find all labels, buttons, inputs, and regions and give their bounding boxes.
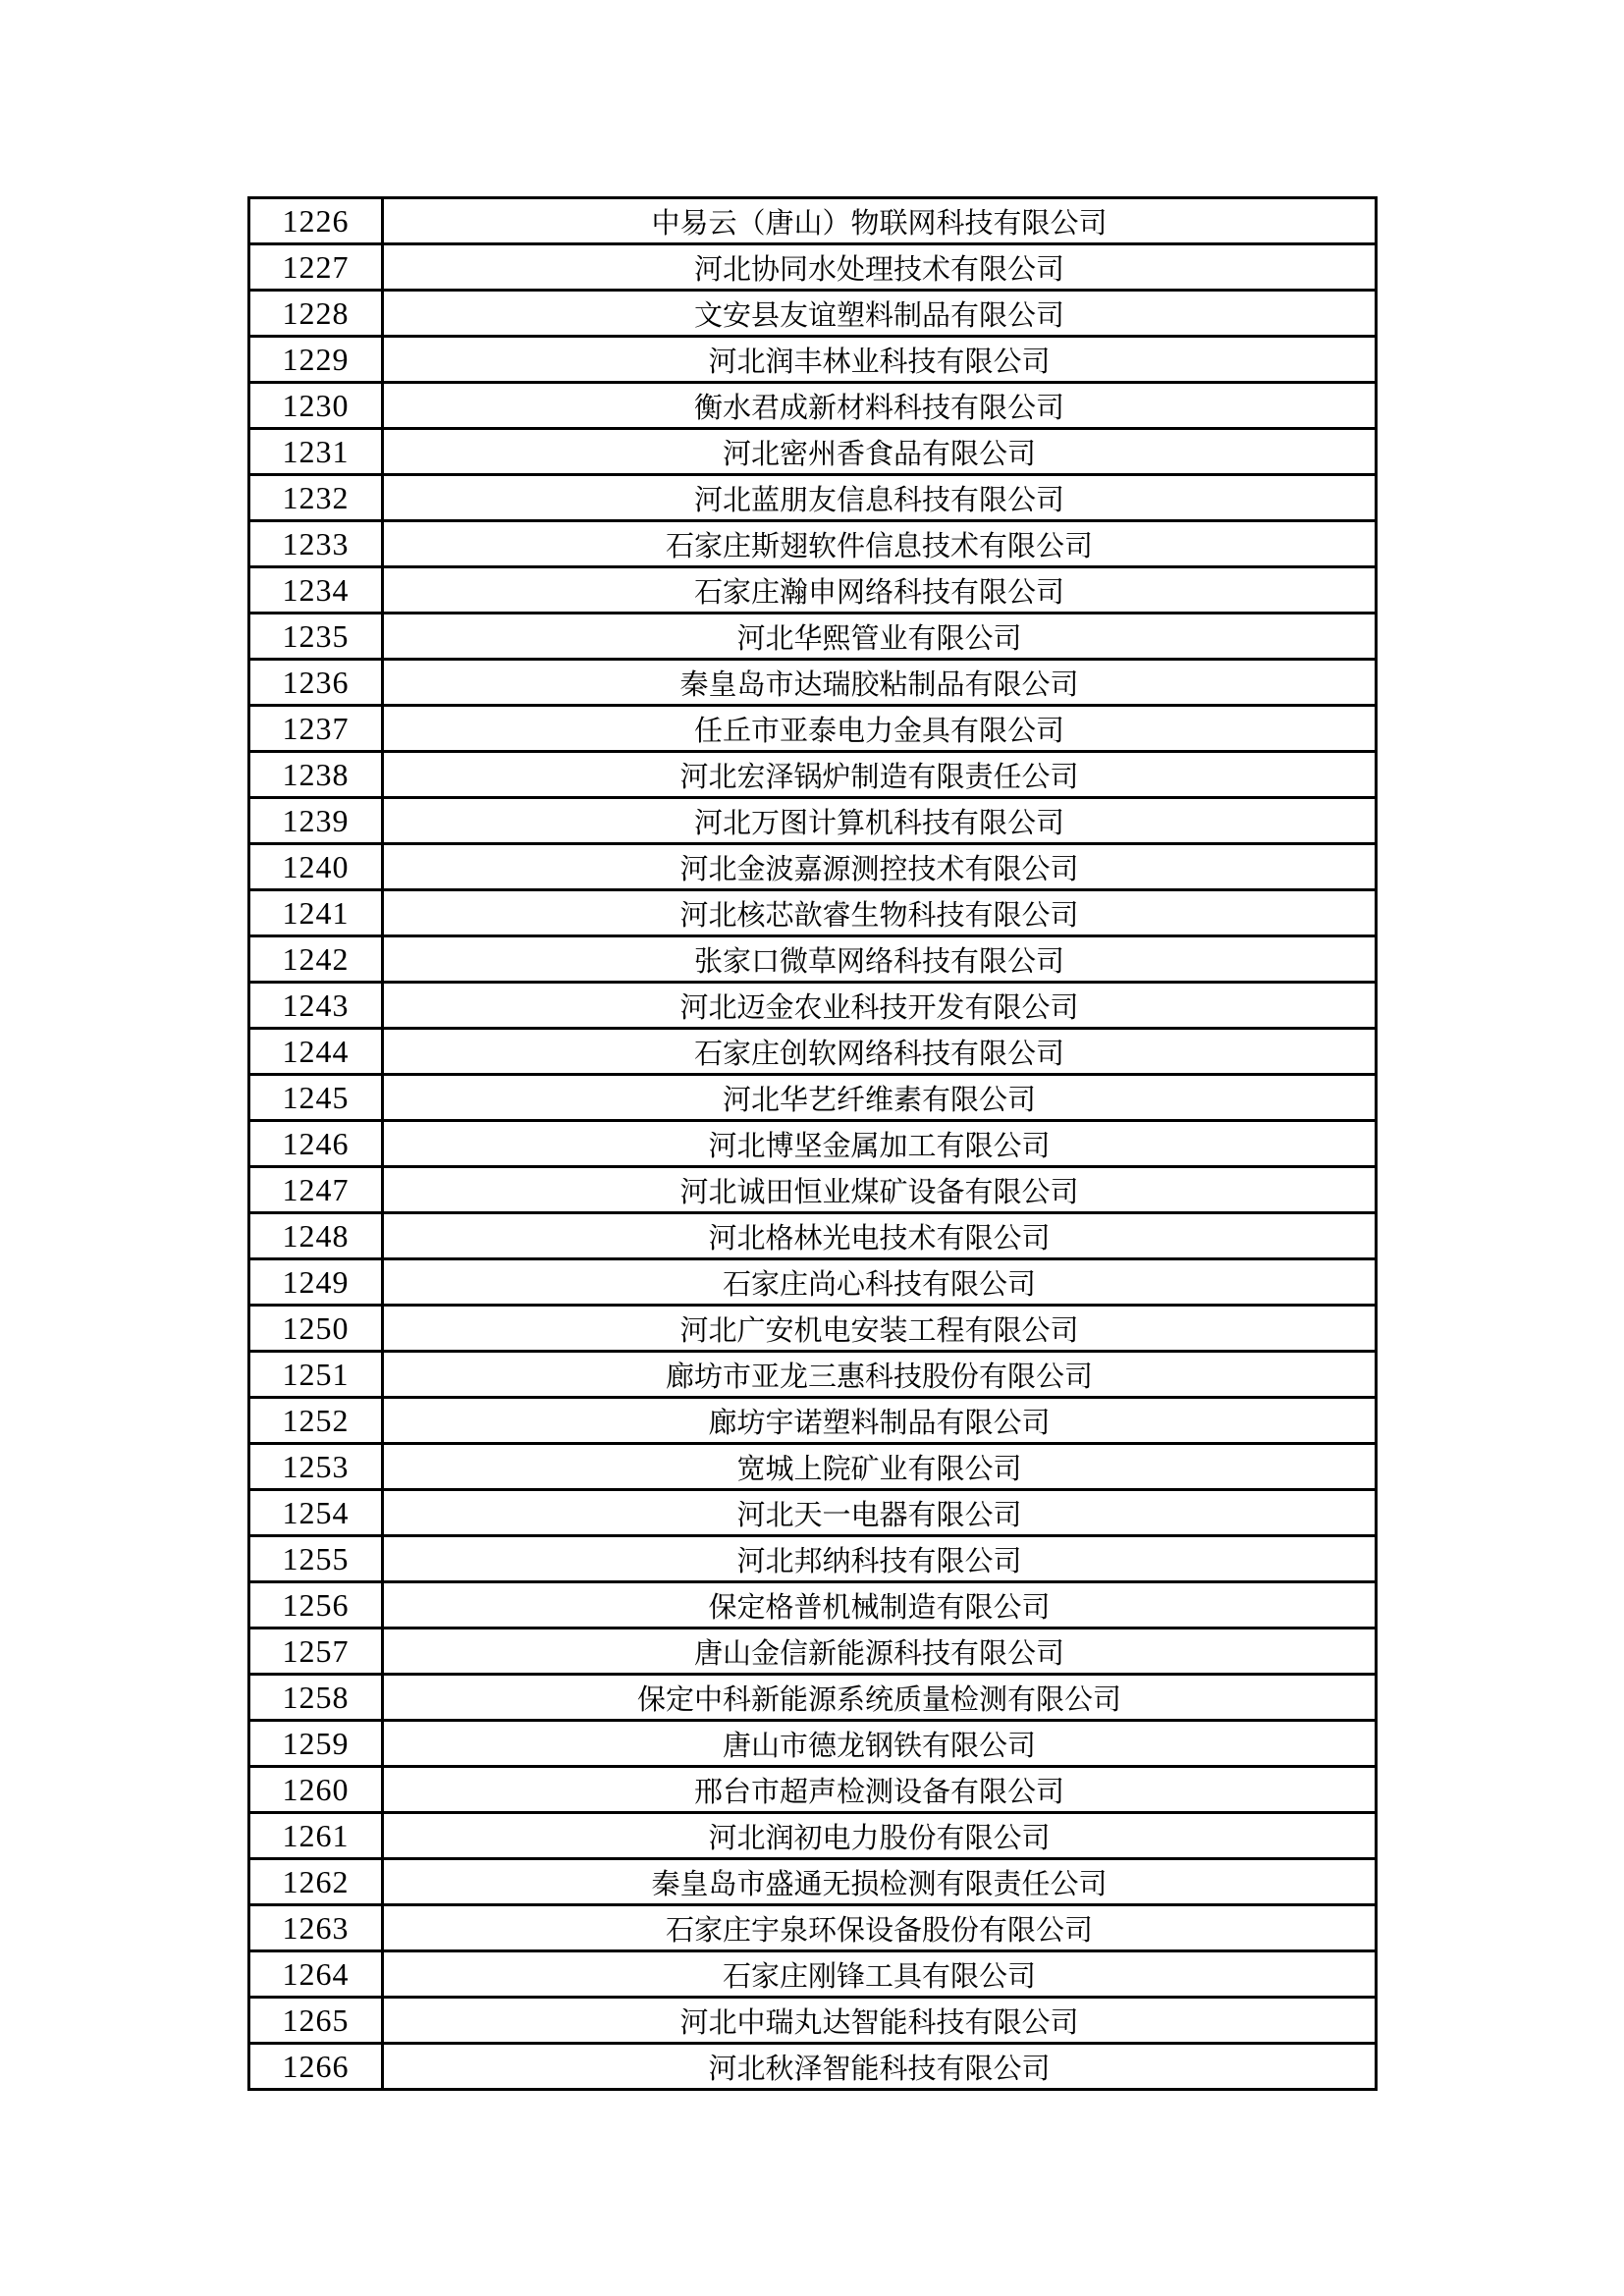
row-index: 1239 <box>249 798 383 844</box>
table-row <box>249 1767 1377 1813</box>
company-name: 河北协同水处理技术有限公司 <box>383 244 1377 291</box>
company-name: 石家庄创软网络科技有限公司 <box>383 1029 1377 1075</box>
table-row <box>249 1306 1377 1352</box>
company-name: 石家庄宇泉环保设备股份有限公司 <box>383 1905 1377 1951</box>
row-index: 1228 <box>249 291 383 337</box>
company-name: 唐山金信新能源科技有限公司 <box>383 1629 1377 1675</box>
row-index: 1230 <box>249 383 383 429</box>
company-name: 保定中科新能源系统质量检测有限公司 <box>383 1675 1377 1721</box>
table-row <box>249 1721 1377 1767</box>
row-index: 1266 <box>249 2044 383 2090</box>
table-row <box>249 844 1377 890</box>
table-row <box>249 1675 1377 1721</box>
company-name: 河北中瑞丸达智能科技有限公司 <box>383 1998 1377 2044</box>
company-name: 河北密州香食品有限公司 <box>383 429 1377 475</box>
row-index: 1259 <box>249 1721 383 1767</box>
company-name: 邢台市超声检测设备有限公司 <box>383 1767 1377 1813</box>
row-index: 1237 <box>249 706 383 752</box>
row-index: 1233 <box>249 521 383 567</box>
company-name: 河北万图计算机科技有限公司 <box>383 798 1377 844</box>
company-name: 任丘市亚泰电力金具有限公司 <box>383 706 1377 752</box>
company-name: 河北蓝朋友信息科技有限公司 <box>383 475 1377 521</box>
company-name: 宽城上院矿业有限公司 <box>383 1444 1377 1490</box>
table-row <box>249 1582 1377 1629</box>
table-row <box>249 1905 1377 1951</box>
row-index: 1234 <box>249 567 383 614</box>
company-name: 秦皇岛市达瑞胶粘制品有限公司 <box>383 660 1377 706</box>
row-index: 1265 <box>249 1998 383 2044</box>
company-name: 河北诚田恒业煤矿设备有限公司 <box>383 1167 1377 1213</box>
row-index: 1256 <box>249 1582 383 1629</box>
table-row <box>249 198 1377 244</box>
table-row <box>249 383 1377 429</box>
table-row <box>249 2044 1377 2090</box>
company-name: 河北核芯歆睿生物科技有限公司 <box>383 890 1377 936</box>
company-name: 河北华艺纤维素有限公司 <box>383 1075 1377 1121</box>
table-row <box>249 1352 1377 1398</box>
table-row <box>249 429 1377 475</box>
table-row <box>249 1398 1377 1444</box>
company-name: 廊坊宇诺塑料制品有限公司 <box>383 1398 1377 1444</box>
company-name: 河北金波嘉源测控技术有限公司 <box>383 844 1377 890</box>
table-row <box>249 1998 1377 2044</box>
row-index: 1240 <box>249 844 383 890</box>
row-index: 1262 <box>249 1859 383 1905</box>
row-index: 1246 <box>249 1121 383 1167</box>
table-row <box>249 1167 1377 1213</box>
row-index: 1236 <box>249 660 383 706</box>
row-index: 1244 <box>249 1029 383 1075</box>
table-row <box>249 1813 1377 1859</box>
row-index: 1231 <box>249 429 383 475</box>
table-row <box>249 890 1377 936</box>
table-row <box>249 752 1377 798</box>
table-row <box>249 1951 1377 1998</box>
table-row <box>249 337 1377 383</box>
row-index: 1245 <box>249 1075 383 1121</box>
row-index: 1261 <box>249 1813 383 1859</box>
row-index: 1226 <box>249 198 383 244</box>
row-index: 1249 <box>249 1259 383 1306</box>
table-row <box>249 660 1377 706</box>
row-index: 1248 <box>249 1213 383 1259</box>
company-name: 石家庄斯翅软件信息技术有限公司 <box>383 521 1377 567</box>
company-name: 河北博坚金属加工有限公司 <box>383 1121 1377 1167</box>
company-name: 河北邦纳科技有限公司 <box>383 1536 1377 1582</box>
table-row <box>249 475 1377 521</box>
company-name: 河北润初电力股份有限公司 <box>383 1813 1377 1859</box>
company-name: 河北天一电器有限公司 <box>383 1490 1377 1536</box>
table-row <box>249 614 1377 660</box>
company-name: 河北宏泽锅炉制造有限责任公司 <box>383 752 1377 798</box>
company-name: 石家庄尚心科技有限公司 <box>383 1259 1377 1306</box>
row-index: 1241 <box>249 890 383 936</box>
row-index: 1250 <box>249 1306 383 1352</box>
row-index: 1258 <box>249 1675 383 1721</box>
table-row <box>249 1490 1377 1536</box>
company-name: 河北广安机电安装工程有限公司 <box>383 1306 1377 1352</box>
row-index: 1257 <box>249 1629 383 1675</box>
row-index: 1264 <box>249 1951 383 1998</box>
row-index: 1247 <box>249 1167 383 1213</box>
row-index: 1242 <box>249 936 383 983</box>
table-row <box>249 1121 1377 1167</box>
company-name: 河北迈金农业科技开发有限公司 <box>383 983 1377 1029</box>
row-index: 1235 <box>249 614 383 660</box>
company-name: 河北华熙管业有限公司 <box>383 614 1377 660</box>
row-index: 1251 <box>249 1352 383 1398</box>
table-row <box>249 798 1377 844</box>
company-name: 河北秋泽智能科技有限公司 <box>383 2044 1377 2090</box>
company-name: 廊坊市亚龙三惠科技股份有限公司 <box>383 1352 1377 1398</box>
table-row <box>249 1213 1377 1259</box>
table-row <box>249 567 1377 614</box>
row-index: 1238 <box>249 752 383 798</box>
table-row <box>249 244 1377 291</box>
company-list-table <box>247 196 1378 2091</box>
table-row <box>249 1444 1377 1490</box>
company-name: 张家口微草网络科技有限公司 <box>383 936 1377 983</box>
table-row <box>249 1629 1377 1675</box>
table-row <box>249 1859 1377 1905</box>
row-index: 1263 <box>249 1905 383 1951</box>
row-index: 1227 <box>249 244 383 291</box>
row-index: 1255 <box>249 1536 383 1582</box>
row-index: 1260 <box>249 1767 383 1813</box>
row-index: 1229 <box>249 337 383 383</box>
company-name: 衡水君成新材料科技有限公司 <box>383 383 1377 429</box>
table-row <box>249 983 1377 1029</box>
company-name: 河北润丰林业科技有限公司 <box>383 337 1377 383</box>
company-name: 石家庄瀚申网络科技有限公司 <box>383 567 1377 614</box>
company-name: 河北格林光电技术有限公司 <box>383 1213 1377 1259</box>
table-row <box>249 936 1377 983</box>
row-index: 1232 <box>249 475 383 521</box>
company-name: 保定格普机械制造有限公司 <box>383 1582 1377 1629</box>
company-name: 文安县友谊塑料制品有限公司 <box>383 291 1377 337</box>
company-name: 秦皇岛市盛通无损检测有限责任公司 <box>383 1859 1377 1905</box>
table-row <box>249 291 1377 337</box>
table-row <box>249 1075 1377 1121</box>
table-row <box>249 1536 1377 1582</box>
company-name: 石家庄刚锋工具有限公司 <box>383 1951 1377 1998</box>
row-index: 1243 <box>249 983 383 1029</box>
row-index: 1252 <box>249 1398 383 1444</box>
company-name: 中易云（唐山）物联网科技有限公司 <box>383 198 1377 244</box>
table-row <box>249 1259 1377 1306</box>
company-name: 唐山市德龙钢铁有限公司 <box>383 1721 1377 1767</box>
row-index: 1254 <box>249 1490 383 1536</box>
table-row <box>249 1029 1377 1075</box>
table-row <box>249 706 1377 752</box>
row-index: 1253 <box>249 1444 383 1490</box>
table-row <box>249 521 1377 567</box>
